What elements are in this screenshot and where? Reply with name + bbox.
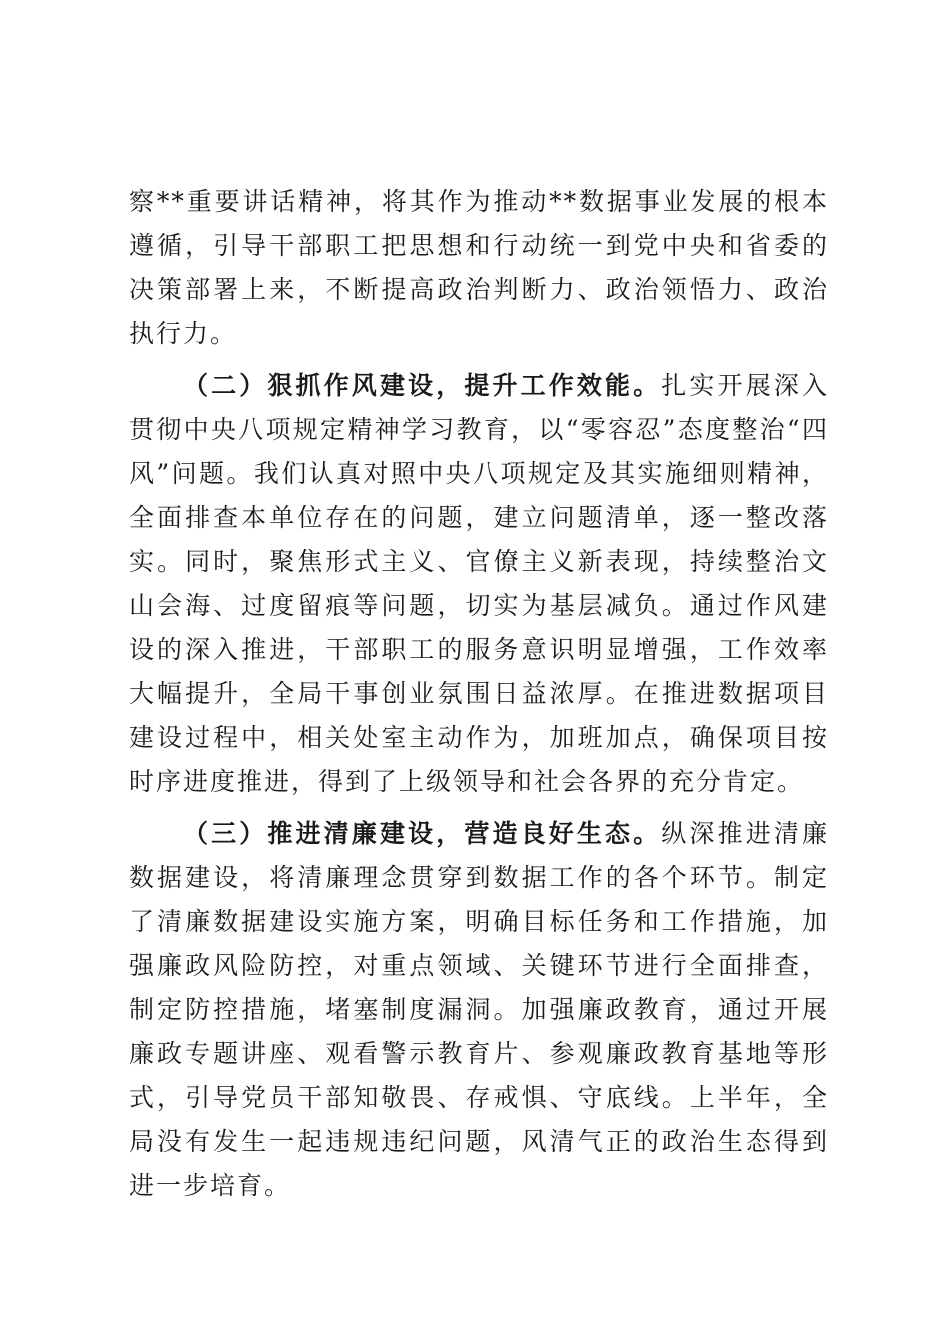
paragraph-text: 察**重要讲话精神，将其作为推动**数据事业发展的根本遵循，引导干部职工把思想和行动统一到党中央和省委的决策部署上来，不断提高政治判断力、政治领悟力、政治执行力。 — [129, 187, 829, 348]
paragraph-section-3 — [129, 812, 829, 1208]
paragraph-continuation — [129, 180, 829, 356]
paragraph-text: 扎实开展深入贯彻中央八项规定精神学习教育，以“零容忍”态度整治“四风”问题。我们认真对照中央八项规定及其实施细则精神，全面排查本单位存在的问题，建立问题清单，逐一整改落实。同时，聚焦形式主义、官僚主义新表现，持续整治文山会海、过度留痕等问题，切实为基层减负。通过作风建设的深入推进，干部职工的服务意识明显增强，工作效率大幅提升，全局干事创业氛围日益浓厚。在推进数据项目建设过程中，相关处室主动作为，加班加点，确保项目按时序进度推进，得到了上级领导和社会各界的充分肯定。 — [129, 371, 829, 796]
section-heading: （三）推进清廉建设，营造良好生态。 — [183, 819, 662, 848]
paragraph-text: 纵深推进清廉数据建设，将清廉理念贯穿到数据工作的各个环节。制定了清廉数据建设实施方案，明确目标任务和工作措施，加强廉政风险防控，对重点领域、关键环节进行全面排查，制定防控措施，堵塞制度漏洞。加强廉政教育，通过开展廉政专题讲座、观看警示教育片、参观廉政教育基地等形式，引导党员干部知敬畏、存戒惧、守底线。上半年，全局没有发生一起违规违纪问题，风清气正的政治生态得到进一步培育。 — [129, 819, 829, 1200]
paragraph-section-2 — [129, 364, 829, 804]
section-heading: （二）狠抓作风建设，提升工作效能。 — [183, 371, 662, 400]
document-body — [129, 180, 829, 1216]
